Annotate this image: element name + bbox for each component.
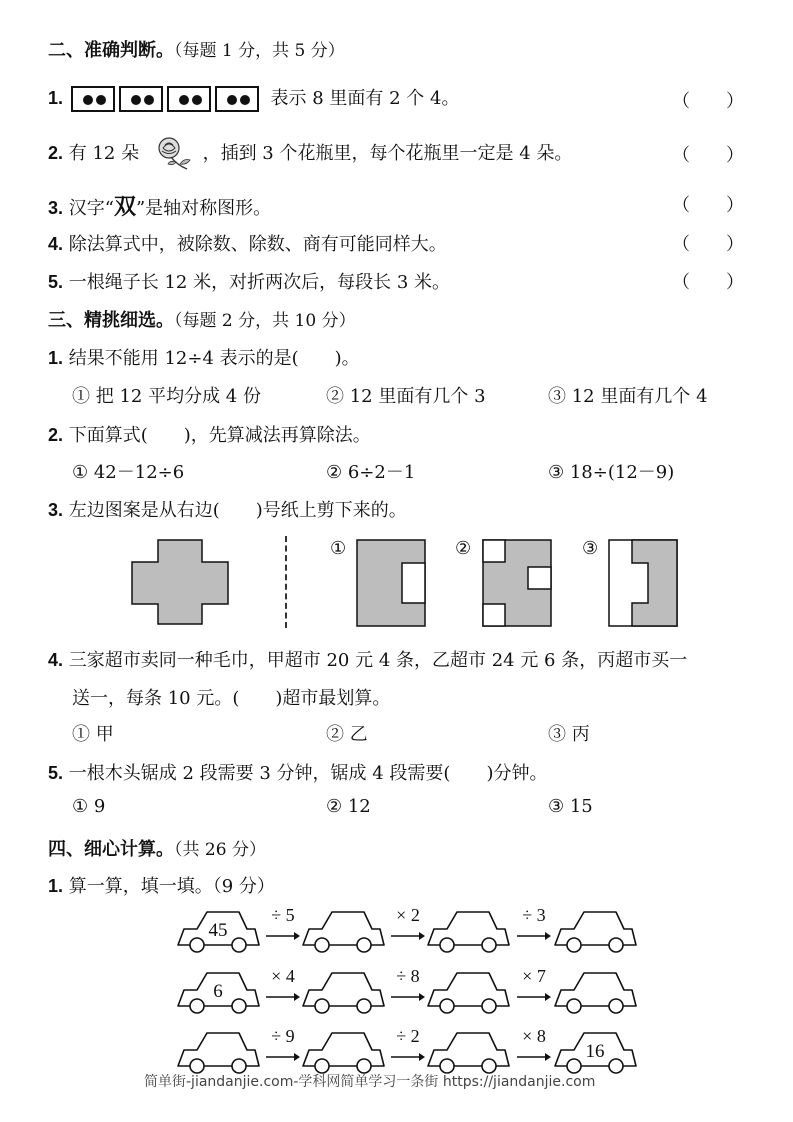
operation-label: × 8 (522, 1026, 546, 1046)
operation-label: ÷ 8 (396, 966, 420, 986)
question-text: 一根木头锯成 2 段需要 3 分钟，锯成 4 段需要( )分钟。 (68, 763, 548, 784)
section-2-title: 二、准确判断。 (48, 40, 174, 61)
section-4-heading (48, 835, 266, 861)
option-1-3[interactable]: ③ 12 里面有几个 4 (548, 386, 708, 407)
choice-question-4 (48, 646, 687, 672)
section-3-heading (48, 306, 356, 332)
question-text: 下面算式( )，先算减法再算除法。 (68, 425, 371, 446)
judge-item-4 (48, 230, 447, 256)
rose-icon (149, 136, 193, 172)
arrow-right-icon (265, 1052, 301, 1062)
operation-arrow (265, 905, 301, 945)
car-value: 45 (208, 920, 228, 941)
option-1-1[interactable]: ① 把 12 平均分成 4 份 (72, 386, 261, 407)
car-box (552, 1028, 638, 1074)
option-4-2[interactable]: ② 乙 (326, 724, 368, 745)
section-3-note: （每题 2 分，共 10 分） (174, 311, 356, 331)
arrow-right-icon (516, 931, 552, 941)
operation-label: × 7 (522, 966, 546, 986)
operation-arrow (516, 905, 552, 945)
judge-item-1 (48, 84, 459, 112)
operation-label: ÷ 9 (271, 1026, 295, 1046)
arrow-right-icon (516, 992, 552, 1002)
option-5-1[interactable]: ① 9 (72, 796, 106, 817)
question-text-line-2: 送一，每条 10 元。( )超市最划算。 (72, 688, 391, 709)
option-4-1[interactable]: ① 甲 (72, 724, 114, 745)
car-box[interactable] (425, 907, 511, 953)
answer-blank-4[interactable]: （ ） (672, 234, 744, 255)
item-number: 2. (48, 143, 64, 163)
dot-pairs-figure (71, 86, 259, 112)
car-box[interactable] (300, 968, 386, 1014)
arrow-right-icon (265, 931, 301, 941)
answer-blank-3[interactable]: （ ） (672, 195, 744, 216)
operation-label: × 2 (396, 905, 420, 925)
calc-question-1 (48, 872, 275, 898)
car-box[interactable] (552, 968, 638, 1014)
item-text: 一根绳子长 12 米，对折两次后，每段长 3 米。 (68, 272, 450, 293)
section-4-note: （共 26 分） (174, 840, 266, 860)
question-text: 结果不能用 12÷4 表示的是( )。 (68, 348, 360, 369)
arrow-right-icon (390, 931, 426, 941)
option-5-3[interactable]: ③ 15 (548, 796, 593, 817)
dot-pair-box (71, 86, 115, 112)
section-3-title: 三、精挑细选。 (48, 310, 174, 331)
paper-option-3[interactable] (608, 539, 678, 627)
car-box[interactable] (300, 1028, 386, 1074)
dot-pair-box (215, 86, 259, 112)
arrow-right-icon (390, 992, 426, 1002)
question-number: 5. (48, 763, 64, 783)
paper-option-2[interactable] (482, 539, 552, 627)
section-2-heading (48, 36, 345, 62)
operation-arrow (516, 966, 552, 1006)
item-text: 除法算式中，被除数、除数、商有可能同样大。 (68, 234, 447, 255)
operation-label: ÷ 2 (396, 1026, 420, 1046)
car-value: 16 (585, 1041, 605, 1062)
question-number: 1. (48, 876, 64, 896)
section-2-note: （每题 1 分，共 5 分） (174, 41, 345, 61)
dot-pair-box (119, 86, 163, 112)
operation-label: ÷ 5 (271, 905, 295, 925)
choice-question-5 (48, 759, 547, 785)
option-2-1[interactable]: ① 42－12÷6 (72, 462, 185, 483)
operation-arrow (516, 1026, 552, 1066)
option-1-2[interactable]: ② 12 里面有几个 3 (326, 386, 486, 407)
option-2-3[interactable]: ③ 18÷(12－9) (548, 462, 675, 483)
answer-blank-1[interactable]: （ ） (672, 91, 744, 112)
item-number: 4. (48, 234, 64, 254)
option-2-2[interactable]: ② 6÷2－1 (326, 462, 416, 483)
car-box (175, 968, 261, 1014)
judge-item-5 (48, 268, 450, 294)
car-box (175, 907, 261, 953)
shuang-character: 双 (113, 195, 136, 220)
question-number: 1. (48, 348, 64, 368)
judge-item-3 (48, 190, 271, 221)
operation-arrow (265, 1026, 301, 1066)
item-text: 表示 8 里面有 2 个 4。 (270, 88, 460, 109)
car-box[interactable] (300, 907, 386, 953)
choice-question-1 (48, 344, 360, 370)
question-number: 3. (48, 500, 64, 520)
operation-arrow (265, 966, 301, 1006)
arrow-right-icon (265, 992, 301, 1002)
paper-option-3-label[interactable]: ③ (582, 538, 599, 559)
question-text: 算一算，填一填。（9 分） (68, 876, 275, 897)
car-box[interactable] (425, 1028, 511, 1074)
item-number: 1. (48, 88, 64, 108)
paper-option-1-label[interactable]: ① (330, 538, 347, 559)
operation-arrow (390, 905, 426, 945)
item-number: 5. (48, 272, 64, 292)
paper-option-1[interactable] (356, 539, 426, 627)
item-number: 3. (48, 198, 64, 218)
item-pre-text: 汉字“ (68, 198, 114, 219)
car-box[interactable] (175, 1028, 261, 1074)
operation-arrow (390, 966, 426, 1006)
dashed-divider (285, 536, 287, 628)
cross-shape-figure (130, 538, 230, 626)
item-pre-text: 有 12 朵 (68, 143, 140, 164)
arrow-right-icon (516, 1052, 552, 1062)
car-value: 6 (213, 981, 223, 1002)
dot-pair-box (167, 86, 211, 112)
question-text-line-1: 三家超市卖同一种毛巾，甲超市 20 元 4 条，乙超市 24 元 6 条，丙超市买一 (68, 650, 688, 671)
choice-question-3 (48, 496, 407, 522)
choice-question-2 (48, 421, 371, 447)
answer-blank-5[interactable]: （ ） (672, 272, 744, 293)
option-5-2[interactable]: ② 12 (326, 796, 371, 817)
paper-option-2-label[interactable]: ② (455, 538, 472, 559)
operation-label: × 4 (271, 966, 295, 986)
judge-item-2 (48, 136, 572, 172)
operation-arrow (390, 1026, 426, 1066)
item-text: ”是轴对称图形。 (135, 198, 272, 219)
answer-blank-2[interactable]: （ ） (672, 145, 744, 166)
question-number: 2. (48, 425, 64, 445)
question-text: 左边图案是从右边( )号纸上剪下来的。 (68, 500, 407, 521)
question-number: 4. (48, 650, 64, 670)
footer-watermark: 简单街-jiandanjie.com-学科网简单学习一条街 https://jiandanjie.com (144, 1074, 596, 1090)
operation-label: ÷ 3 (522, 905, 546, 925)
item-text: ，插到 3 个花瓶里，每个花瓶里一定是 4 朵。 (202, 143, 573, 164)
section-4-title: 四、细心计算。 (48, 839, 174, 860)
arrow-right-icon (390, 1052, 426, 1062)
car-box[interactable] (425, 968, 511, 1014)
car-box[interactable] (552, 907, 638, 953)
option-4-3[interactable]: ③ 丙 (548, 724, 590, 745)
